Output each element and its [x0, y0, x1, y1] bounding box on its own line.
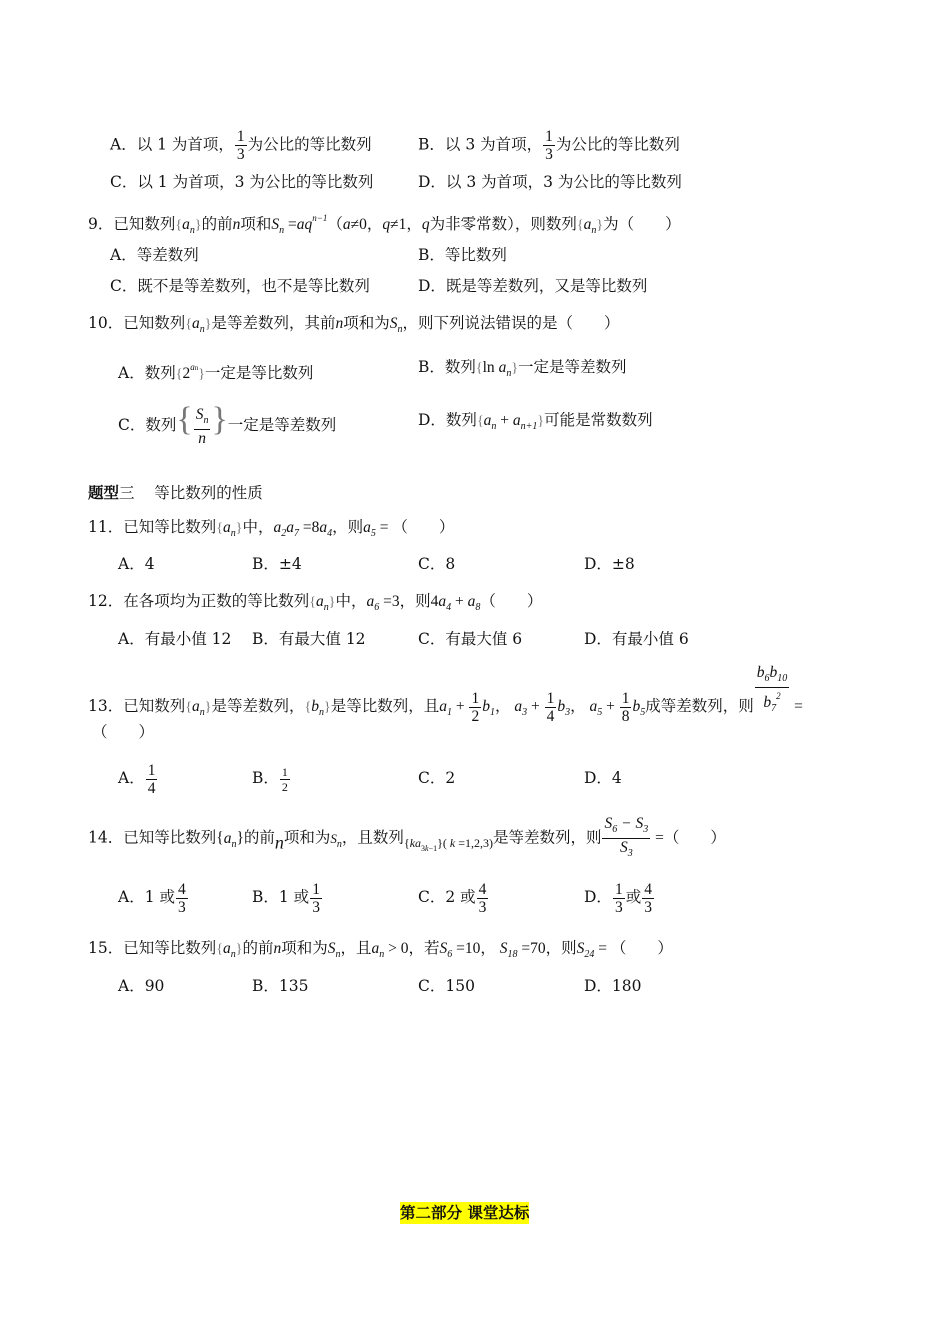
- q14-option-b: B．1 或 $\frac{1}{3}$: [252, 880, 320, 916]
- q8-option-a-tail: 为公比的等比数列: [247, 135, 372, 154]
- part-two-heading: 第二部分 课堂达标: [400, 1204, 530, 1222]
- q8-option-c: C．以 1 为首项，3 为公比的等比数列: [110, 173, 374, 191]
- q11-option-b: B．±4: [252, 555, 302, 573]
- q15-option-d: D．180: [584, 977, 642, 995]
- q13-option-d: D．4: [584, 769, 622, 787]
- q8-option-b: [418, 128, 680, 163]
- section-label: 题型: [88, 483, 120, 502]
- q11-stem: 11．已知等比数列$\{a_n\}$中，$a_2a_7 =8a_4$，则$a_5$ = （ ）: [88, 518, 455, 539]
- q13-stem: 13．已知数列$\{a_n\}$是等差数列，$\{b_n\}$是等比数列，且$a_1$ + $\frac{1}{2}$ $b_1$， $a_3$ + $\frac{1}{4}$ $b_3$， $a_5$ + $\frac{1}{8}$ $b_5$成等差数列，则 $\frac{b_6b_{10}}{b_7^2}$ =: [88, 664, 803, 725]
- q13-option-b: B． $\frac{1}{2}$: [252, 764, 288, 794]
- q8-option-b-tail: 为公比的等比数列: [555, 135, 680, 154]
- q10-option-b: B．数列{ln $a_n$}一定是等差数列: [418, 358, 627, 379]
- q9-option-a: A．等差数列: [110, 246, 199, 264]
- q8-option-a: [110, 128, 372, 163]
- q12-stem: 12．在各项均为正数的等比数列$\{a_n\}$中，$a_6 =3$，则$4a_4 + a_8$（ ）: [88, 592, 543, 613]
- q8-option-b-text: B．以 3 为首项，: [418, 135, 543, 154]
- q13-option-a: A． $\frac{1}{4}$: [118, 761, 156, 797]
- q10-stem: 10．已知数列$\{a_n\}$是等差数列，其前n项和为$S_n$，则下列说法错误的是（ ）: [88, 314, 620, 335]
- q8-option-a-fraction: $\frac{1}{3}$: [236, 128, 245, 163]
- q14-option-a: A．1 或 $\frac{4}{3}$: [118, 880, 186, 916]
- q12-option-c: C．有最大值 6: [418, 630, 523, 648]
- q14-option-d: D． $\frac{1}{3}$ 或 $\frac{4}{3}$: [584, 880, 652, 916]
- q11-option-a: A．4: [118, 555, 155, 573]
- section-heading: [88, 483, 263, 503]
- q10-option-c-fraction: $\frac{S_n}{n}$: [195, 405, 209, 447]
- q8-option-b-fraction: $\frac{1}{3}$: [545, 128, 553, 163]
- q9-option-c: C．既不是等差数列，也不是等比数列: [110, 277, 370, 295]
- q9-option-b: B．等比数列: [418, 246, 507, 264]
- q10-option-c: C．数列{ $\frac{S_n}{n}$ }一定是等差数列: [118, 401, 337, 447]
- q10-option-d: D．数列$\{a_n + a_{n+1}\}$可能是常数数列: [418, 411, 653, 432]
- q14-option-c: C．2 或 $\frac{4}{3}$: [418, 880, 487, 916]
- q15-stem: 15．已知等比数列$\{a_n\}$的前n项和为$S_n$，且$a_n > 0$，若$S_6 =10$， $S_{18} =70$，则$S_{24}$ = （ ）: [88, 939, 673, 960]
- q14-stem: 14．已知等比数列$\{a_n\}$的前n项和为$S_n$，且数列$_{\{ka_{3k-1}\}( k =1,2,3)}$是等差数列，则 $\frac{S_6 - S_3}{S_3}$ =（ ）: [88, 815, 726, 859]
- q12-option-d: D．有最小值 6: [584, 630, 689, 648]
- q8-option-a-text: A．以 1 为首项，: [110, 135, 234, 154]
- q13-option-c: C．2: [418, 769, 456, 787]
- section-title: 等比数列的性质: [154, 484, 263, 502]
- q11-option-c: C．8: [418, 555, 456, 573]
- q12-option-b: B．有最大值 12: [252, 630, 366, 648]
- q11-option-d: D．±8: [584, 555, 635, 573]
- q9-stem: 9．已知数列$\{a_n\}$的前n项和$S_n =aq^{n-1}(a\ne 0$，q≠1，q为非零常数），则数列$\{a_n\}$为（ ）: [88, 213, 681, 236]
- q15-option-a: A．90: [118, 977, 165, 995]
- q15-option-c: C．150: [418, 977, 475, 995]
- q10-option-a: A．数列$\{2^{an}\}$一定是等比数列: [118, 362, 314, 382]
- q9-option-d: D．既是等差数列，又是等比数列: [418, 277, 648, 295]
- section-number: 三: [119, 484, 135, 502]
- q8-option-d: D．以 3 为首项，3 为公比的等比数列: [418, 173, 682, 191]
- q15-option-b: B．135: [252, 977, 309, 995]
- q12-option-a: A．有最小值 12: [118, 630, 232, 648]
- q13-stem-continued: （ ）: [92, 723, 155, 741]
